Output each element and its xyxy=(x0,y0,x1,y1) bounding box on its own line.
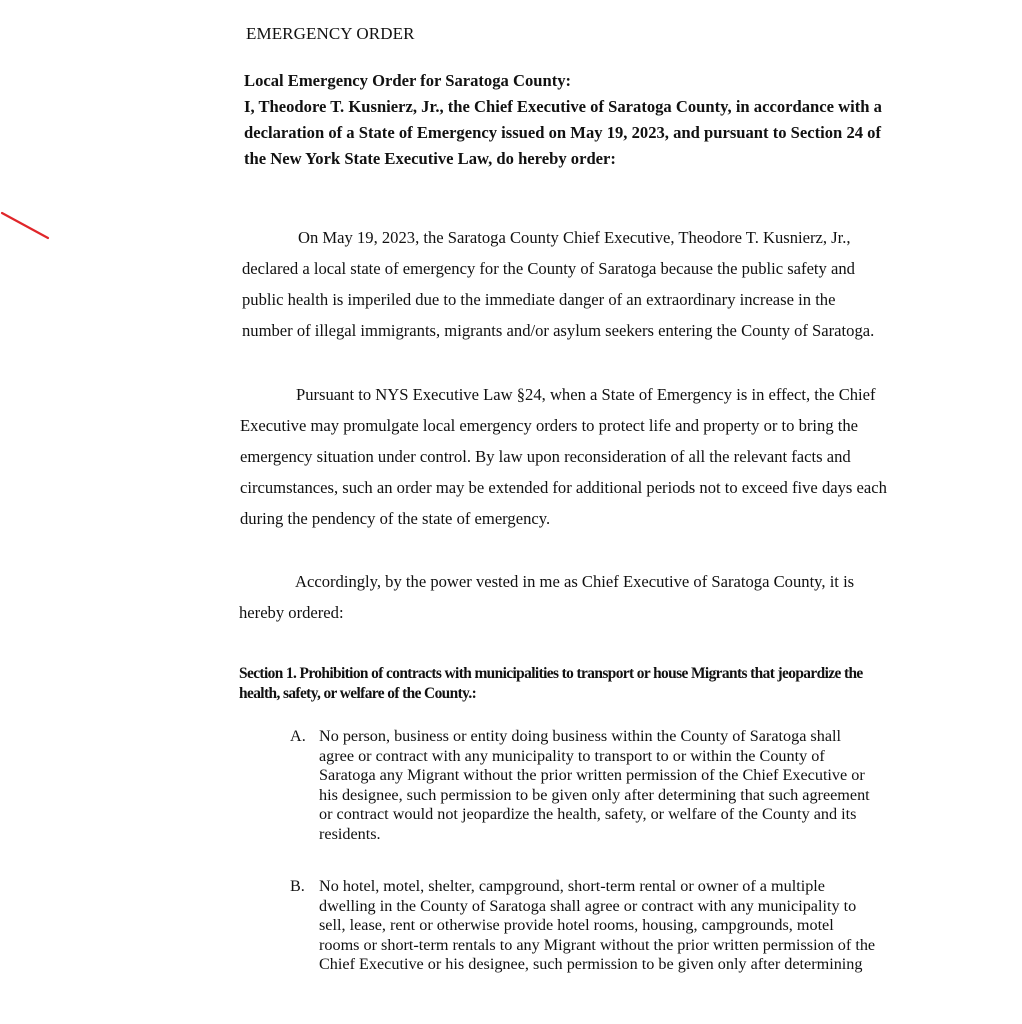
list-item-body xyxy=(319,877,875,975)
paragraph-legal-basis xyxy=(240,379,887,534)
list-item-label: B. xyxy=(290,877,305,895)
list-item-line: Saratoga any Migrant without the prior written permission of the Chief Executive or xyxy=(319,766,865,784)
list-item-line: residents. xyxy=(319,824,381,843)
list-item-line: rooms or short-term rentals to any Migrant without the prior written permission of the xyxy=(319,935,876,954)
document-title: EMERGENCY ORDER xyxy=(246,24,415,43)
order-heading-line: the New York State Executive Law, do hereby order: xyxy=(244,149,616,168)
order-heading-line: I, Theodore T. Kusnierz, Jr., the Chief Executive of Saratoga County, in accordance with a xyxy=(244,97,882,116)
paragraph-line: declared a local state of emergency for the County of Saratoga because the public safety and xyxy=(242,259,855,278)
paragraph-line: public health is imperiled due to the immediate danger of an extraordinary increase in the xyxy=(242,290,836,309)
list-item-label: A. xyxy=(290,727,306,745)
red-annotation-stroke xyxy=(0,205,60,245)
order-heading-line: declaration of a State of Emergency issued on May 19, 2023, and pursuant to Section 24 of xyxy=(244,123,882,142)
paragraph-line: during the pendency of the state of emergency. xyxy=(240,509,551,528)
list-item-line: or contract would not jeopardize the health, safety, or welfare of the County and its xyxy=(319,805,857,823)
list-item-line: sell, lease, rent or otherwise provide hotel rooms, housing, campgrounds, motel xyxy=(319,916,834,934)
order-heading-line: Local Emergency Order for Saratoga County: xyxy=(244,71,572,90)
paragraph-line: On May 19, 2023, the Saratoga County Chief Executive, Theodore T. Kusnierz, Jr., xyxy=(298,228,851,247)
list-item-line: dwelling in the County of Saratoga shall agree or contract with any municipality to xyxy=(319,896,857,915)
list-item-line: his designee, such permission to be given only after determining that such agreement xyxy=(319,785,870,804)
paragraph-line: Executive may promulgate local emergency orders to protect life and property or to bring the xyxy=(240,416,859,435)
paragraph-ordered xyxy=(239,566,854,628)
paragraph-declaration xyxy=(242,222,874,346)
list-item-line: No person, business or entity doing business within the County of Saratoga shall xyxy=(319,727,841,745)
paragraph-line: Accordingly, by the power vested in me as Chief Executive of Saratoga County, it is xyxy=(295,572,855,591)
list-item-line: Chief Executive or his designee, such permission to be given only after determining xyxy=(319,955,863,973)
section-1-heading xyxy=(239,664,999,704)
section-heading-line: Section 1. Prohibition of contracts with municipalities to transport or house Migrants that jeopardize the xyxy=(239,665,863,682)
paragraph-line: circumstances, such an order may be extended for additional periods not to exceed five days each xyxy=(240,478,887,497)
paragraph-line: Pursuant to NYS Executive Law §24, when a State of Emergency is in effect, the Chief xyxy=(296,385,876,404)
list-item-body xyxy=(319,727,870,844)
list-item-line: agree or contract with any municipality to transport to or within the County of xyxy=(319,746,825,765)
paragraph-line: hereby ordered: xyxy=(239,603,344,622)
paragraph-line: emergency situation under control. By law upon reconsideration of all the relevant facts and xyxy=(240,447,851,466)
list-item-line: No hotel, motel, shelter, campground, short-term rental or owner of a multiple xyxy=(319,877,825,895)
order-heading xyxy=(244,68,984,172)
section-heading-line: health, safety, or welfare of the County.: xyxy=(239,685,477,702)
paragraph-line: number of illegal immigrants, migrants and/or asylum seekers entering the County of Saratoga. xyxy=(242,321,875,340)
